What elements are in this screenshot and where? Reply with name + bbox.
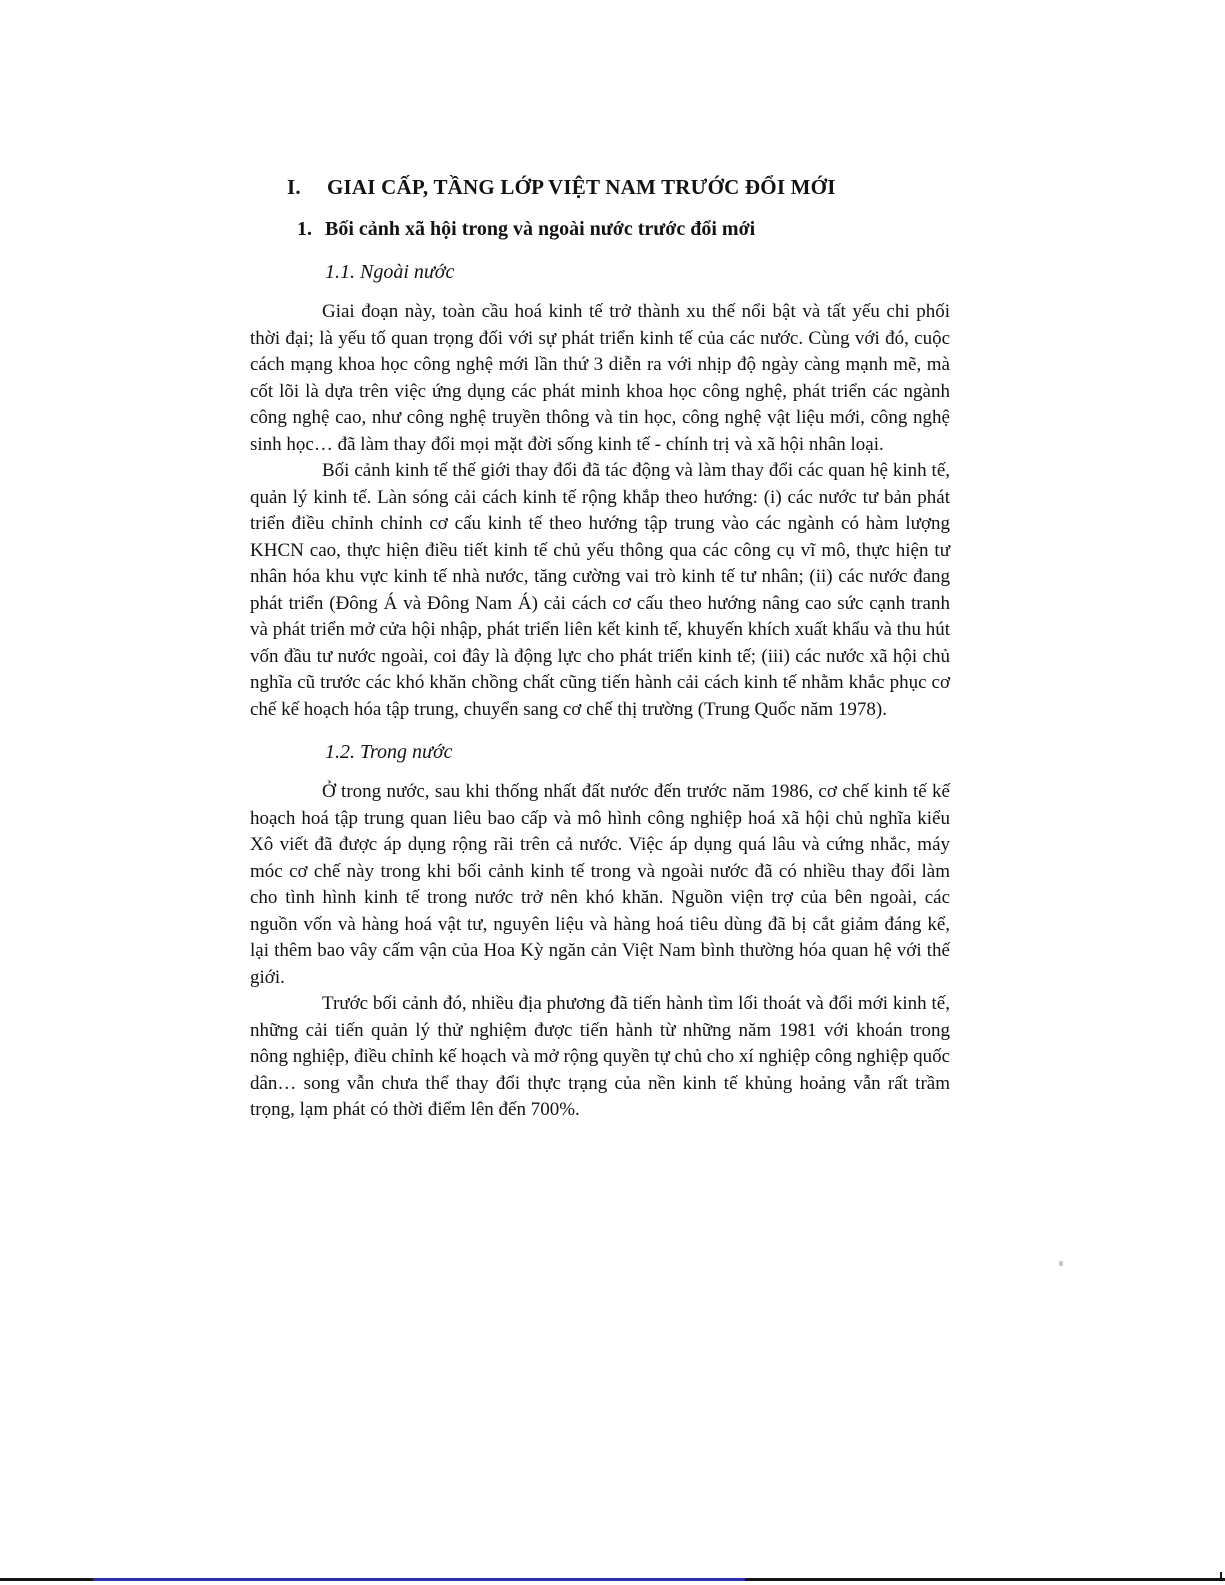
subsection-title-1-1: 1.1. Ngoài nước: [325, 261, 455, 283]
heading2-numeral: 1.: [297, 218, 312, 240]
heading1-text: GIAI CẤP, TẦNG LỚP VIỆT NAM TRƯỚC ĐỔI MỚI: [327, 175, 836, 199]
paragraph-trong-nuoc-1: Ở trong nước, sau khi thống nhất đất nước đến trước năm 1986, cơ chế kinh tế kế hoạch hoá tập trung quan liêu bao cấp và mô hình công nghiệp hoá xã hội chủ nghĩa kiểu Xô viết đã được áp dụng rộng rãi trên cả nước. Việc áp dụng quá lâu và cứng nhắc, máy móc cơ chế này trong khi bối cảnh kinh tế trong và ngoài nước đã có nhiều thay đổi làm cho tình hình kinh tế trong nước trở nên khó khăn. Nguồn viện trợ của bên ngoài, các nguồn vốn và hàng hoá vật tư, nguyên liệu và hàng hoá tiêu dùng đã bị cắt giảm đáng kể, lại thêm bao vây cấm vận của Hoa Kỳ ngăn cản Việt Nam bình thường hóa quan hệ với thế giới.: [250, 781, 950, 988]
heading2-text: Bối cảnh xã hội trong và ngoài nước trước đổi mới: [325, 218, 756, 240]
paragraph-ngoai-nuoc-1: Giai đoạn này, toàn cầu hoá kinh tế trở thành xu thế nổi bật và tất yếu chi phối thời đại; là yếu tố quan trọng đối với sự phát triển kinh tế của các nước. Cùng với đó, cuộc cách mạng khoa học công nghệ mới lần thứ 3 diễn ra với nhịp độ ngày càng mạnh mẽ, mà cốt lõi là dựa trên việc ứng dụng các phát minh khoa học công nghệ, phát triển các ngành công nghệ cao, như công nghệ truyền thông và tin học, công nghệ vật liệu mới, công nghệ sinh học… đã làm thay đổi mọi mặt đời sống kinh tế - chính trị và xã hội nhân loại.: [250, 301, 950, 455]
bottom-rule-end-tick: [1220, 1572, 1222, 1580]
bottom-rule-left-segment: [0, 1578, 93, 1581]
subsection-title-1-2: 1.2. Trong nước: [325, 741, 453, 763]
heading1-numeral: I.: [287, 175, 301, 199]
section-heading-level2: [297, 215, 950, 243]
bottom-rule-blue-segment: [93, 1578, 745, 1581]
scan-artifact-dot: [1059, 1261, 1063, 1266]
page-bottom-rule: [0, 1578, 1225, 1581]
section-heading-level1: [287, 173, 950, 201]
bottom-rule-right-segment: [745, 1578, 1225, 1581]
paragraph-trong-nuoc-2: Trước bối cảnh đó, nhiều địa phương đã tiến hành tìm lối thoát và đổi mới kinh tế, những cải tiến quản lý thử nghiệm được tiến hành từ những năm 1981 với khoán trong nông nghiệp, điều chỉnh kế hoạch và mở rộng quyền tự chủ cho xí nghiệp công nghiệp quốc dân… song vẫn chưa thể thay đổi thực trạng của nền kinh tế khủng hoảng vẫn rất trầm trọng, lạm phát có thời điểm lên đến 700%.: [250, 993, 950, 1120]
paragraph-ngoai-nuoc-2: Bối cảnh kinh tế thế giới thay đổi đã tác động và làm thay đổi các quan hệ kinh tế, quản lý kinh tế. Làn sóng cải cách kinh tế rộng khắp theo hướng: (i) các nước tư bản phát triển điều chỉnh chỉnh cơ cấu kinh tế theo hướng tập trung vào các ngành có hàm lượng KHCN cao, thực hiện điều tiết kinh tế chủ yếu thông qua các công cụ vĩ mô, thực hiện tư nhân hóa khu vực kinh tế nhà nước, tăng cường vai trò kinh tế tư nhân; (ii) các nước đang phát triển (Đông Á và Đông Nam Á) cải cách cơ cấu theo hướng nâng cao sức cạnh tranh và phát triển mở cửa hội nhập, phát triển liên kết kinh tế, khuyến khích xuất khẩu và thu hút vốn đầu tư nước ngoài, coi đây là động lực cho phát triển kinh tế; (iii) các nước xã hội chủ nghĩa cũ trước các khó khăn chồng chất cũng tiến hành cải cách kinh tế nhằm khắc phục cơ chế kế hoạch hóa tập trung, chuyển sang cơ chế thị trường (Trung Quốc năm 1978).: [250, 460, 950, 720]
document-content: [250, 0, 950, 1124]
